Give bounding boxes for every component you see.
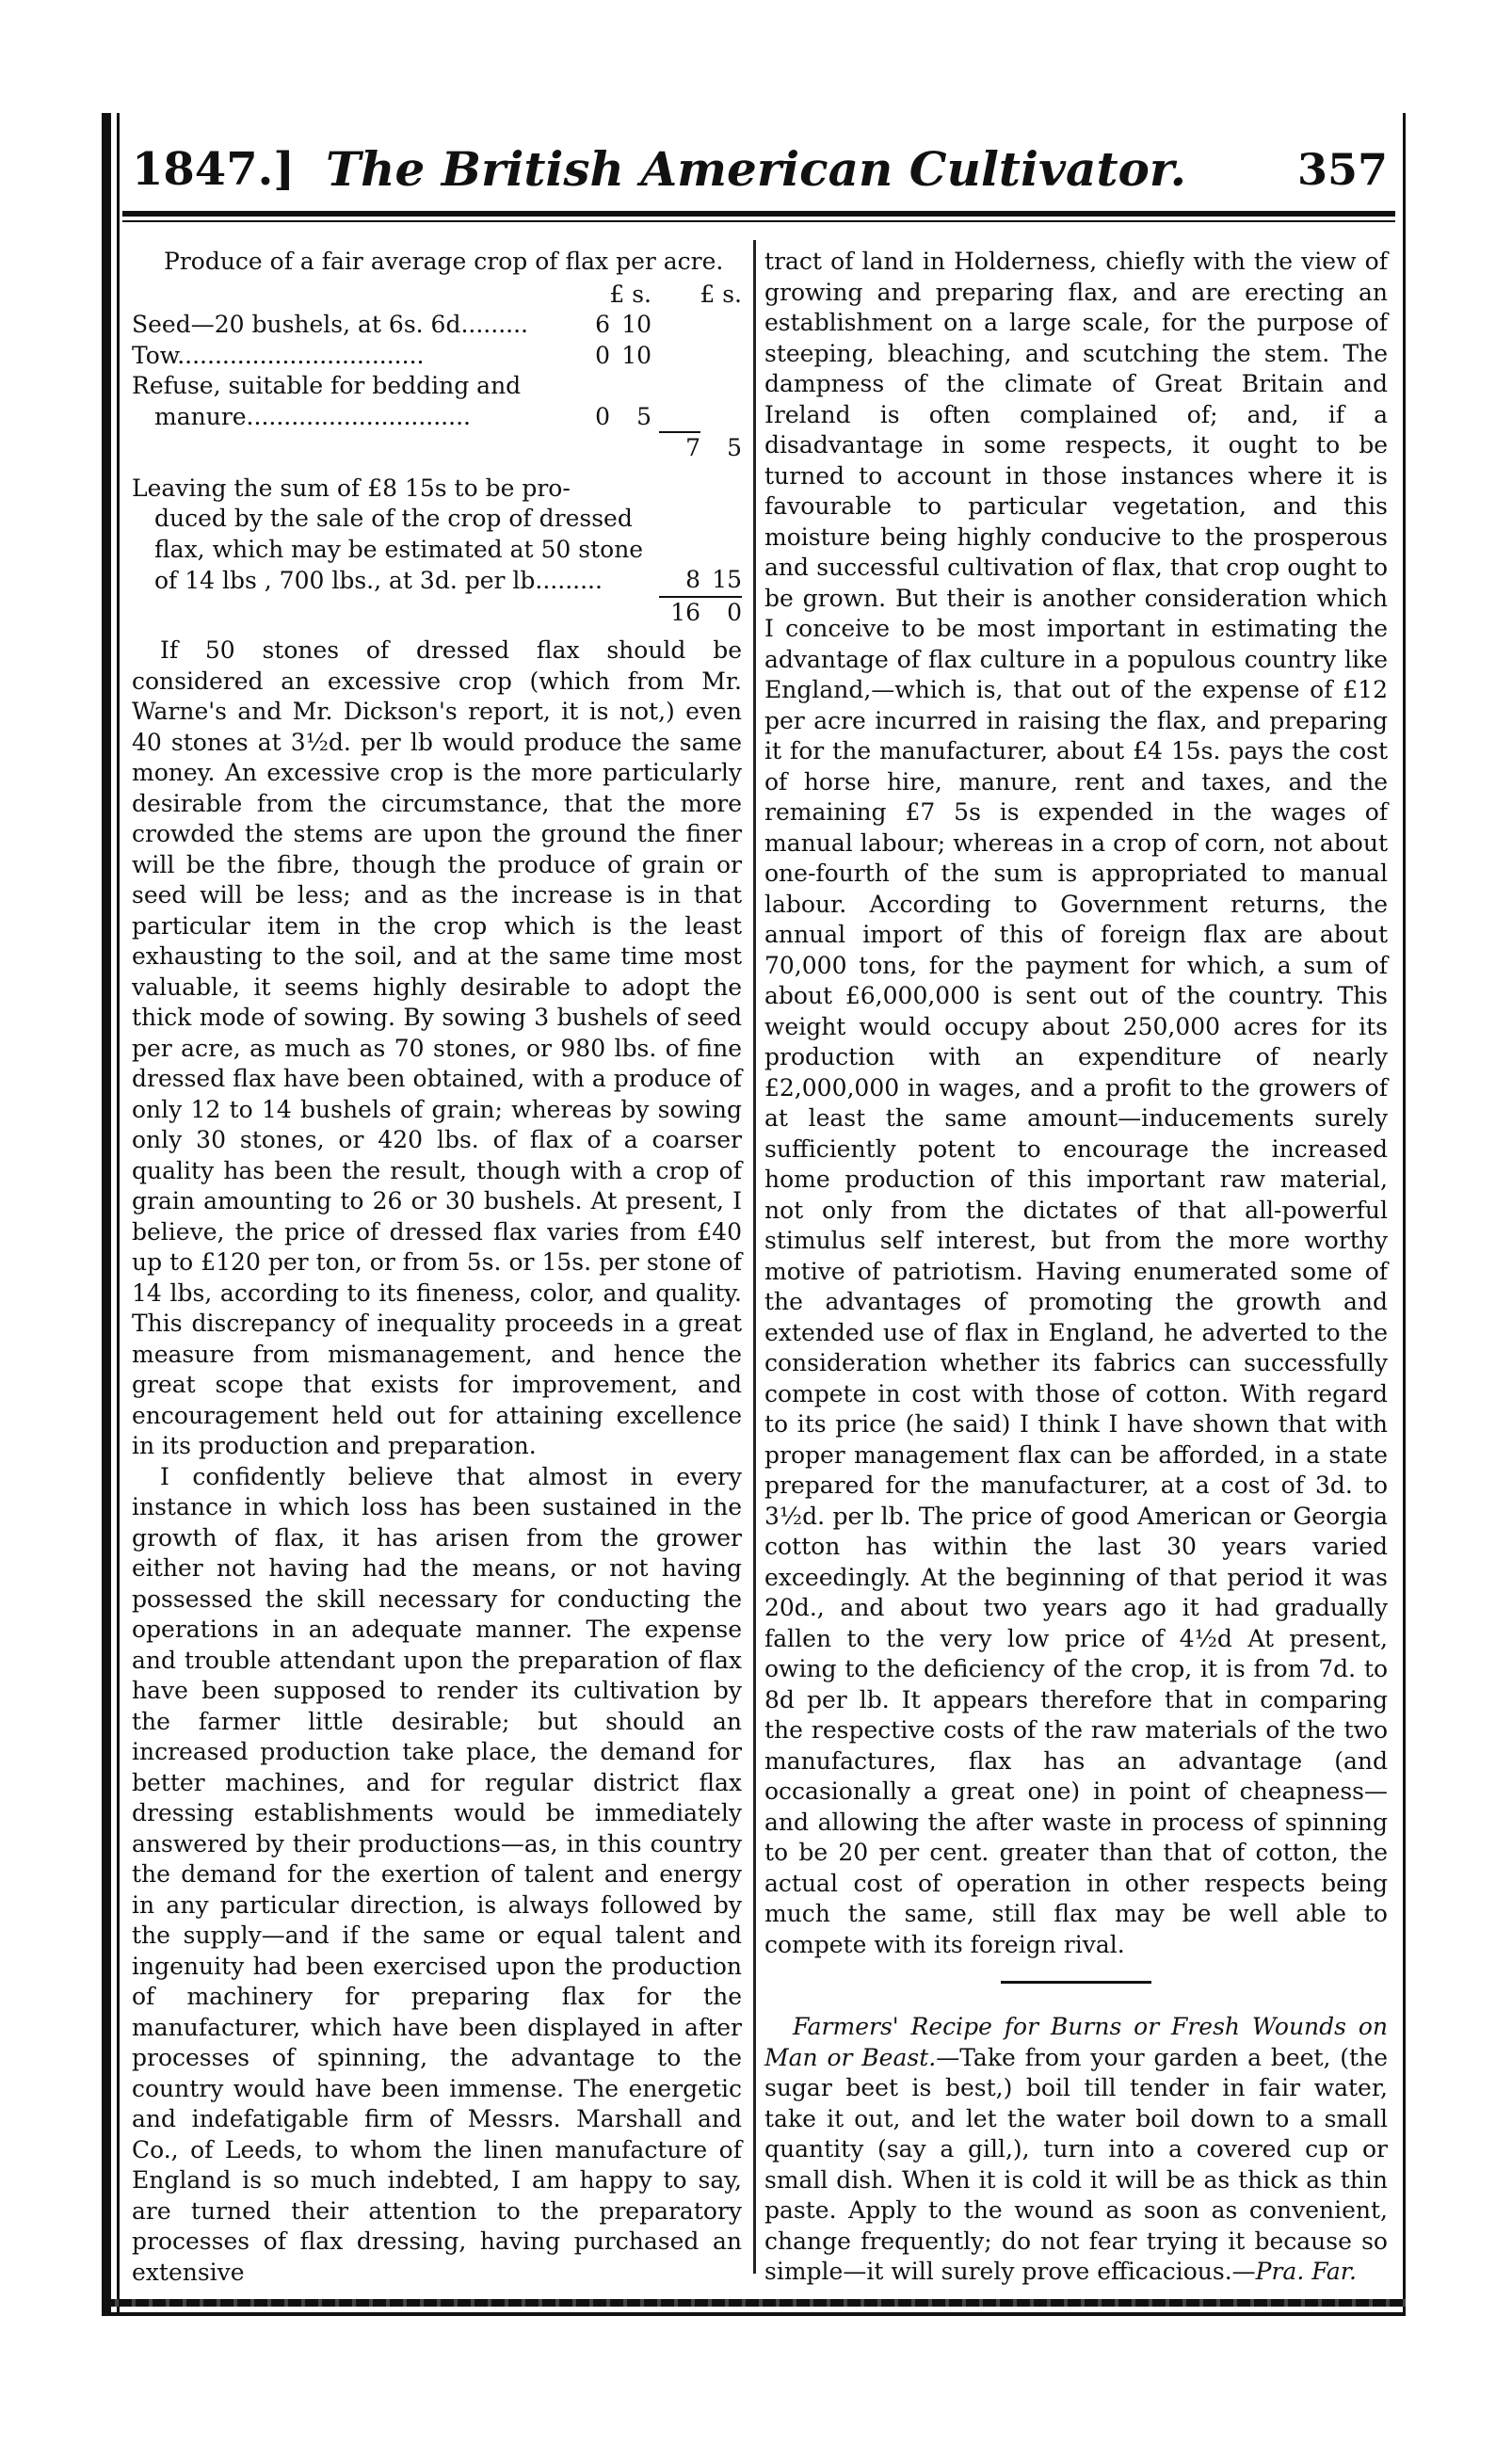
- page-number: 357: [1296, 144, 1388, 195]
- ledger-shillings: 10: [621, 341, 651, 369]
- ledger-item: Refuse, suitable for bedding and: [132, 372, 522, 399]
- ledger-subtotal-row: [132, 432, 742, 464]
- right-border-rule: [1403, 113, 1406, 2316]
- column-divider: [753, 240, 756, 2274]
- right-column: [764, 247, 1388, 2288]
- currency-header-right: £ s.: [700, 280, 742, 308]
- body-paragraph: tract of land in Holderness, chiefly with the view of growing and preparing flax, and are erecting an establishment on a large scale, for the purpose of steeping, bleaching, and scutching the stem. The dampness of the climate of Great Britain and Ireland is often complained of; and, if a disadvantage in some respects, it ought to be turned to account in those instances where it is favourable to particular vegetation, and this moisture being highly conducive to the prosperous and successful cultivation of flax, that crop ought to be grown. But their is another consideration which I conceive to be most important in estimating the advantage of flax culture in a populous country like England,—which is, that out of the expense of £12 per acre incurred in raising the flax, and preparing it for the manufacturer, about £4 15s. pays the cost of horse hire, manure, rent and taxes, and the remaining £7 5s is expended in the wages of manual labour; whereas in a crop of corn, not about one-fourth of the sum is appropriated to manual labour. According to Government returns, the annual import of this of foreign flax are about 70,000 tons, for the payment for which, a sum of about £6,000,000 is sent out of the country. This weight would occupy about 250,000 acres for its production with an expenditure of nearly £2,000,000 in wages, and a profit to the growers of at least the same amount—inducements surely sufficiently potent to encourage the increased home production of this important raw material, not only from the dictates of that all-powerful stimulus self interest, but from the more worthy motive of patriotism. Having enumerated some of the advantages of promoting the growth and extended use of flax in England, he adverted to the consideration whether its fabrics can successfully compete in cost with those of cotton. With regard to its price (he said) I think I have shown that with proper management flax can be afforded, in a state prepared for the manufacturer, at a cost of 3d. to 3½d. per lb. The price of good American or Georgia cotton has within the last 30 years varied exceedingly. At the beginning of that period it was 20d., and about two years ago it had gradually fallen to the very low price of 4½d At present, owing to the deficiency of the crop, it is from 7d. to 8d per lb. It appears therefore that in comparing the respective costs of the raw materials of the two manufactures, flax has an advantage (and occasionally a great one) in point of cheapness—and allowing the after waste in process of spinning to be 20 per cent. greater than that of cotton, the actual cost of operation in other respects being much the same, still flax may be well able to compete with its foreign rival.: [764, 248, 1388, 1958]
- running-title: The British American Cultivator.: [325, 141, 1187, 197]
- ledger-row: [132, 464, 742, 505]
- ledger-row: [132, 371, 742, 402]
- ledger-item: of 14 lbs , 700 lbs., at 3d. per lb.........: [154, 567, 603, 594]
- produce-table-title: Produce of a fair average crop of flax per acre.: [164, 248, 724, 275]
- ledger-total-pounds: [659, 371, 700, 402]
- body-paragraph: I confidently believe that almost in every instance in which loss has been sustained in the growth of flax, it has arisen from the grower either not having had the means, or not having possessed the skill necessary for conducting the operations in an adequate manner. The expense and trouble attendant upon the preparation of flax have been supposed to render its cultivation by the farmer little desirable; but should an increased production take place, the demand for better machines, and for regular district flax dressing establishments would be immediately answered by their productions—as, in this country the demand for the exertion of talent and energy in any particular direction, is always followed by the supply—and if the same or equal talent and ingenuity had been exercised upon the production of machinery for preparing flax for the manufacturer, which have been displayed in after processes of spinning, the advantage to the country would have been immense. The energetic and indefatigable firm of Messrs. Marshall and Co., of Leeds, to whom the linen manufacture of England is so much indebted, I am happy to say, are turned their attention to the preparatory processes of flax dressing, having purchased an extensive: [132, 1462, 742, 2286]
- ledger-pounds: [569, 371, 610, 402]
- ledger-row: [132, 504, 742, 535]
- ledger-total-shillings: [700, 310, 742, 341]
- recipe-title: Farmers' Recipe for Burns or Fresh Wounds on Man or Beast.: [764, 2013, 1388, 2071]
- ledger-shillings: 5: [636, 402, 651, 430]
- produce-ledger: [132, 280, 742, 629]
- ledger-item: [132, 597, 659, 629]
- recipe-body: —Take from your garden a beet, (the sugar beet is best,) boil till tender in fair water, take it out, and let the water boil down to a small quantity (say a gill,), turn into a covered cup or small dish. When it is cold it will be as thick as thin paste. Apply to the wound as soon as convenient, change frequently; do not fear trying it because so simple—it will surely prove efficacious.—: [764, 2043, 1388, 2285]
- ledger-row: [132, 565, 742, 597]
- ledger-row: [132, 402, 742, 433]
- ledger-item: manure..............................: [154, 402, 471, 430]
- bottom-border-thin-rule: [102, 2312, 1406, 2316]
- ledger-item: Tow.................................: [132, 341, 425, 369]
- left-column: [132, 247, 742, 2288]
- ledger-shillings: 10: [621, 311, 651, 338]
- ledger-total-pounds: 7: [659, 432, 700, 464]
- ledger-total-shillings: 0: [700, 597, 742, 629]
- ledger-item: duced by the sale of the crop of dressed: [154, 505, 633, 532]
- header-year: 1847.]: [132, 143, 296, 196]
- left-border-thin-rule: [117, 113, 120, 2316]
- currency-header-left: £ s.: [609, 280, 651, 308]
- ledger-row: [132, 535, 742, 566]
- ledger-pounds: 0: [595, 341, 610, 369]
- ledger-pounds: 6: [595, 311, 610, 338]
- bottom-border-rule: [102, 2299, 1406, 2307]
- ledger-header-row: [132, 280, 742, 311]
- ledger-pounds: 0: [595, 402, 610, 430]
- ledger-total-pounds: 8: [685, 566, 700, 593]
- left-border-rule: [102, 113, 111, 2316]
- ledger-total-shillings: [700, 341, 742, 372]
- ledger-row: [132, 341, 742, 372]
- header-rule: [122, 211, 1395, 217]
- recipe-paragraph: [764, 2012, 1388, 2288]
- ledger-total-pounds: 16: [659, 597, 700, 629]
- body-paragraph: If 50 stones of dressed flax should be considered an excessive crop (which from Mr. Warne's and Mr. Dickson's report, it is not,) even 40 stones at 3½d. per lb would produce the same money. An excessive crop is the more particularly desirable from the circumstance, that the more crowded the stems are upon the ground the finer will be the fibre, though the produce of grain or seed will be less; and as the increase is in that particular item in the crop which is the least exhausting to the soil, and at the same time most valuable, it seems highly desirable to adopt the thick mode of sowing. By sowing 3 bushels of seed per acre, as much as 70 stones, or 980 lbs. of fine dressed flax have been obtained, with a produce of only 12 to 14 bushels of grain; whereas by sowing only 30 stones, or 420 lbs. of flax of a coarser quality has been the result, though with a crop of grain amounting to 26 or 30 bushels. At present, I believe, the price of dressed flax varies from £40 up to £120 per ton, or from 5s. or 15s. per stone of 14 lbs, according to its fineness, color, and quality. This discrepancy of inequality proceeds in a great measure from mismanagement, and hence the great scope that exists for improvement, and encouragement held out for attaining excellence in its production and preparation.: [132, 636, 742, 1459]
- ledger-shillings: [610, 371, 651, 402]
- recipe-signature: Pra. Far.: [1255, 2258, 1357, 2285]
- ledger-total-shillings: 5: [727, 434, 742, 461]
- ledger-total-row: [132, 597, 742, 629]
- ledger-total-pounds: [659, 310, 700, 341]
- ledger-total-pounds: [659, 341, 700, 372]
- header-thin-rule: [122, 220, 1395, 222]
- ledger-item: Seed—20 bushels, at 6s. 6d.........: [132, 311, 528, 338]
- ledger-total-pounds: [659, 402, 700, 433]
- ledger-item: flax, which may be estimated at 50 stone: [154, 535, 644, 563]
- ledger-total-shillings: [700, 402, 742, 433]
- ledger-row: [132, 310, 742, 341]
- ledger-item: [132, 432, 569, 464]
- ledger-total-shillings: [700, 371, 742, 402]
- section-separator: [1001, 1981, 1151, 1984]
- ledger-item: Leaving the sum of £8 15s to be pro-: [132, 474, 571, 502]
- ledger-total-shillings: 15: [712, 566, 742, 593]
